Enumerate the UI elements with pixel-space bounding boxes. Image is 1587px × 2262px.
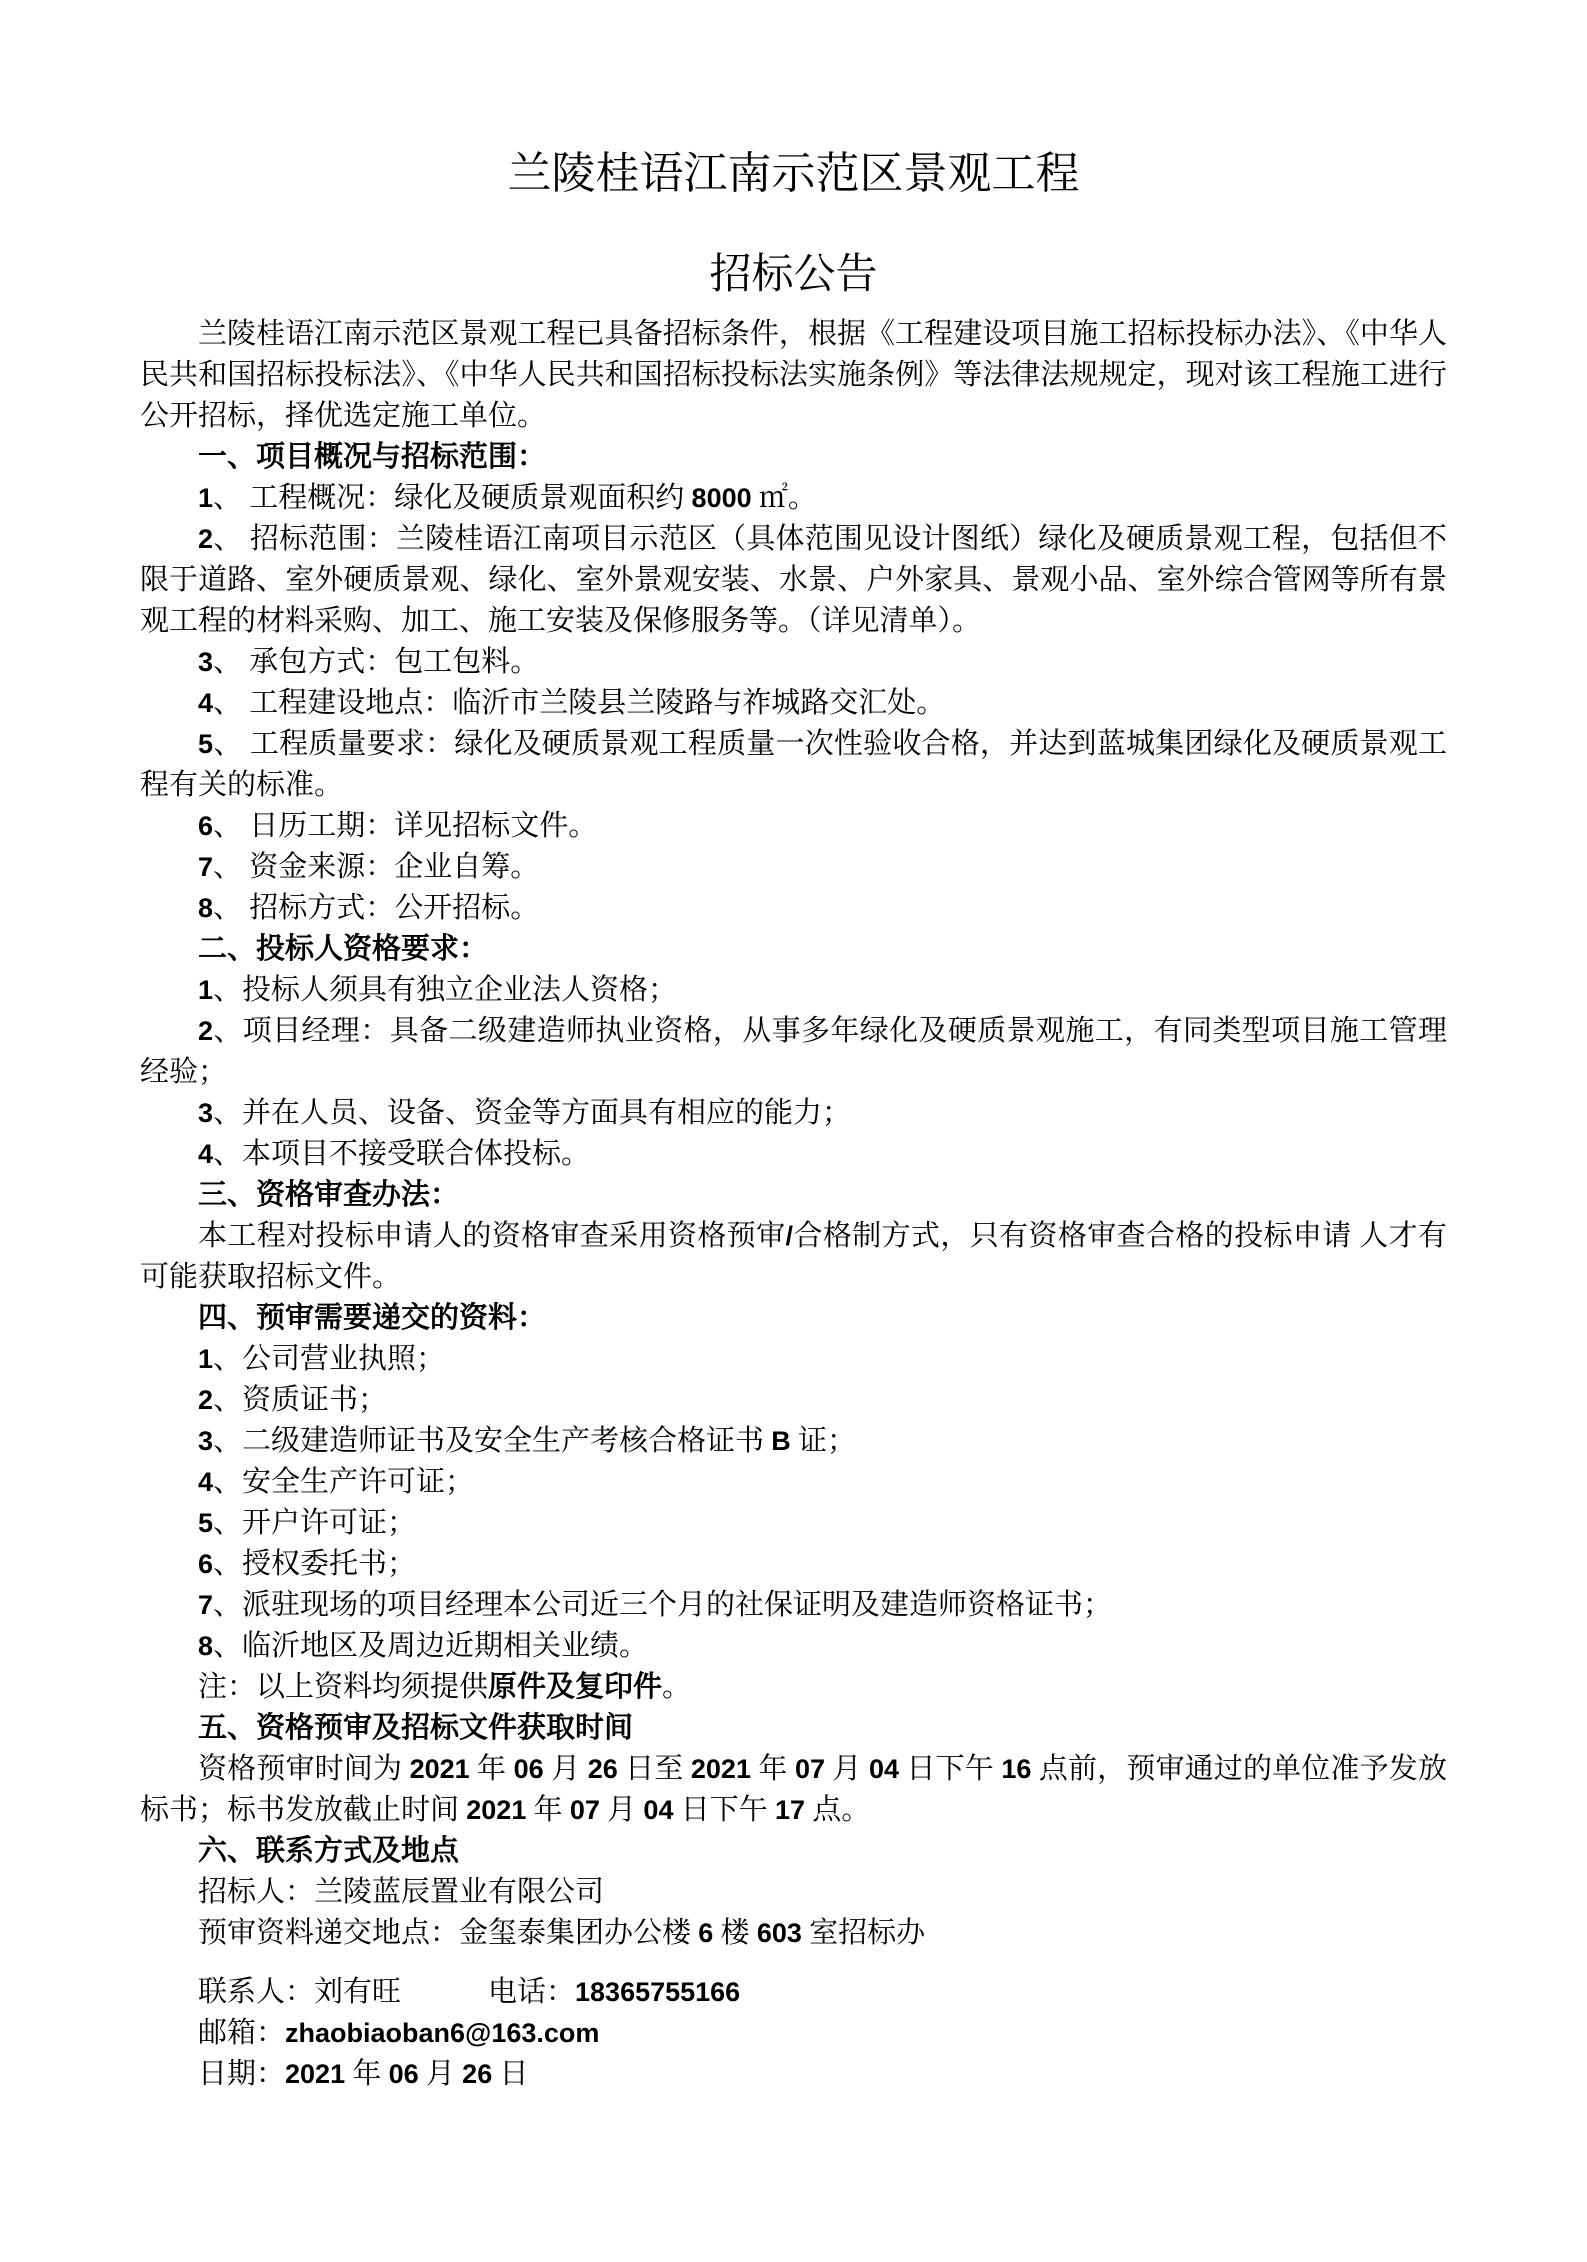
latin-run: 6 — [198, 1549, 214, 1579]
text-run: 点。 — [805, 1794, 871, 1826]
latin-run: 3 — [198, 1098, 214, 1128]
text-run: 、授权委托书； — [213, 1548, 417, 1580]
latin-run: 2021 — [285, 2059, 346, 2089]
latin-run: 26 — [587, 1754, 618, 1784]
text-run: 招标人：兰陵蓝辰置业有限公司 — [198, 1876, 605, 1908]
latin-run: 7 — [198, 852, 214, 882]
spacer — [140, 1954, 1447, 1972]
text-run: 一、项目概况与招标范围： — [198, 441, 547, 473]
text-run: 六、联系方式及地点 — [198, 1835, 460, 1867]
list-item — [140, 1462, 1447, 1503]
bold-run: 原件及复印件 — [488, 1671, 663, 1703]
text-run: 四、预审需要递交的资料： — [198, 1302, 547, 1334]
list-item — [140, 1093, 1447, 1134]
list-item — [140, 1380, 1447, 1421]
document-title: 兰陵桂语江南示范区景观工程 — [507, 149, 1080, 198]
latin-run: 5 — [198, 1508, 214, 1538]
latin-run: 4 — [198, 688, 214, 718]
text-run: 联系人：刘有旺 电话： — [198, 1976, 576, 2008]
list-item — [140, 847, 1447, 888]
contact-line — [140, 1872, 1447, 1913]
text-run: 年 — [469, 1753, 514, 1785]
text-run: 、投标人须具有独立企业法人资格； — [213, 974, 678, 1006]
latin-run: 6 — [198, 811, 214, 841]
text-run: 五、资格预审及招标文件获取时间 — [198, 1712, 634, 1744]
contact-line — [140, 2013, 1447, 2054]
latin-run: 2 — [198, 1016, 214, 1046]
section-heading — [140, 1298, 1447, 1339]
latin-run: 5 — [198, 729, 214, 759]
text-run: 资格预审时间为 — [198, 1753, 410, 1785]
latin-run: 2 — [198, 1385, 214, 1415]
latin-run: 16 — [1001, 1754, 1032, 1784]
list-item — [140, 724, 1447, 806]
text-run: 年 — [526, 1794, 570, 1826]
latin-run: 8 — [198, 1631, 214, 1661]
latin-run: 8000 — [691, 483, 752, 513]
list-item — [140, 1339, 1447, 1380]
latin-run: 04 — [643, 1795, 674, 1825]
latin-run: 6 — [698, 1918, 714, 1948]
latin-run: 04 — [869, 1754, 900, 1784]
list-item — [140, 1626, 1447, 1667]
text-run: 、 承包方式：包工包料。 — [213, 646, 540, 678]
latin-run: 2 — [198, 524, 214, 554]
text-run: 、临沂地区及周边近期相关业绩。 — [213, 1630, 649, 1662]
text-run: 日下午 — [673, 1794, 775, 1826]
text-run: 预审资料递交地点：金玺泰集团办公楼 — [198, 1917, 699, 1949]
paragraph — [140, 1216, 1447, 1298]
list-item — [140, 1421, 1447, 1462]
paragraph — [140, 1749, 1447, 1831]
latin-run: 1 — [198, 975, 214, 1005]
text-run: 、资质证书； — [213, 1384, 388, 1416]
text-run: 三、资格审查办法： — [198, 1179, 460, 1211]
text-run: 、项目经理：具备二级建造师执业资格，从事多年绿化及硬质景观施工，有同类型项目施工管理经验； — [140, 1015, 1447, 1088]
text-run: 月 — [825, 1753, 870, 1785]
text-run: 二、投标人资格要求： — [198, 933, 489, 965]
text-run: 年 — [750, 1753, 795, 1785]
text-run: 、二级建造师证书及安全生产考核合格证书 — [213, 1425, 772, 1457]
text-run: 证； — [790, 1425, 857, 1457]
list-item — [140, 478, 1447, 519]
text-run: 、 工程概况：绿化及硬质景观面积约 — [213, 482, 692, 514]
list-item — [140, 1134, 1447, 1175]
list-item — [140, 806, 1447, 847]
latin-run: 07 — [794, 1754, 826, 1784]
text-run: 。 — [662, 1671, 692, 1703]
latin-run: 1 — [198, 483, 214, 513]
text-run: 、开户许可证； — [213, 1507, 417, 1539]
text-run: 、派驻现场的项目经理本公司近三个月的社保证明及建造师资格证书； — [213, 1589, 1113, 1621]
latin-run: 3 — [198, 1426, 214, 1456]
contact-line — [140, 2054, 1447, 2095]
text-run: 、 工程质量要求：绿化及硬质景观工程质量一次性验收合格，并达到蓝城集团绿化及硬质景观工程有关的标准。 — [140, 728, 1447, 801]
latin-run: 26 — [462, 2059, 493, 2089]
latin-run: 17 — [774, 1795, 806, 1825]
latin-run: B — [771, 1426, 791, 1456]
text-run: 日下午 — [899, 1753, 1002, 1785]
text-run: 、 日历工期：详见招标文件。 — [213, 810, 598, 842]
text-run: 月 — [599, 1794, 644, 1826]
list-item — [140, 1544, 1447, 1585]
latin-run: 7 — [198, 1590, 214, 1620]
text-run: 月 — [418, 2058, 463, 2090]
latin-run: 2021 — [690, 1754, 751, 1784]
text-run: 合格制方式，只有资格审查合格的投标申请 人才有可能获取招标文件。 — [140, 1220, 1447, 1293]
section-heading — [140, 1831, 1447, 1872]
text-run: 兰陵桂语江南示范区景观工程已具备招标条件，根据《工程建设项目施工招标投标办法》、《中华人民共和国招标投标法》、《中华人民共和国招标投标法实施条例》等法律法规规定，现对该工程施工进行公开招标，择优选定施工单位。 — [140, 318, 1447, 432]
latin-run: 07 — [569, 1795, 600, 1825]
text-run: 月 — [543, 1753, 588, 1785]
latin-run: 4 — [198, 1139, 214, 1169]
list-item — [140, 683, 1447, 724]
latin-run: 4 — [198, 1467, 214, 1497]
text-run: 室招标办 — [801, 1917, 926, 1949]
text-run: 、并在人员、设备、资金等方面具有相应的能力； — [213, 1097, 852, 1129]
paragraph — [140, 314, 1447, 437]
latin-run: / — [785, 1221, 794, 1251]
latin-run: 2021 — [409, 1754, 470, 1784]
latin-run: 06 — [513, 1754, 544, 1784]
text-run: 日至 — [617, 1753, 691, 1785]
list-item — [140, 642, 1447, 683]
list-item — [140, 519, 1447, 642]
document-subtitle: 招标公告 — [709, 252, 878, 298]
latin-run: 18365755166 — [575, 1977, 741, 2007]
text-run: 年 — [345, 2058, 389, 2090]
list-item — [140, 1585, 1447, 1626]
list-item — [140, 1503, 1447, 1544]
text-run: 日 — [492, 2058, 529, 2090]
latin-run: 8 — [198, 893, 214, 923]
latin-run: 2021 — [466, 1795, 527, 1825]
latin-run: zhaobiaoban6@163.com — [285, 2018, 600, 2048]
contact-line — [140, 1913, 1447, 1954]
list-item — [140, 1011, 1447, 1093]
text-run: 本工程对投标申请人的资格审查采用资格预审 — [198, 1220, 786, 1252]
text-run: 、 招标方式：公开招标。 — [213, 892, 540, 924]
contact-line — [140, 1972, 1447, 2013]
section-heading — [140, 1708, 1447, 1749]
text-run: 、 资金来源：企业自筹。 — [213, 851, 540, 883]
latin-run: 1 — [198, 1344, 214, 1374]
text-run: 日期： — [198, 2058, 286, 2090]
text-run: 、 工程建设地点：临沂市兰陵县兰陵路与祚城路交汇处。 — [213, 687, 946, 719]
latin-run: 3 — [198, 647, 214, 677]
section-heading — [140, 437, 1447, 478]
text-run: 点前，预审通过的单位准予发放标书；标书发放截止时间 — [140, 1753, 1447, 1826]
section-heading — [140, 1175, 1447, 1216]
latin-run: 603 — [756, 1918, 802, 1948]
text-run: 注：以上资料均须提供 — [198, 1671, 489, 1703]
text-run: 、本项目不接受联合体投标。 — [213, 1138, 591, 1170]
list-item — [140, 970, 1447, 1011]
list-item — [140, 888, 1447, 929]
text-run: 、 招标范围：兰陵桂语江南项目示范区（具体范围见设计图纸）绿化及硬质景观工程，包括但不限于道路、室外硬质景观、绿化、室外景观安装、水景、户外家具、景观小品、室外综合管网等所有景观工程的材料采购、加工、施工安装及保修服务等。（详见清单）。 — [140, 523, 1447, 637]
text-run: 、公司营业执照； — [213, 1343, 446, 1375]
note-line — [140, 1667, 1447, 1708]
document-body — [140, 314, 1447, 2095]
text-run: 邮箱： — [198, 2017, 286, 2049]
section-heading — [140, 929, 1447, 970]
text-run: ㎡。 — [751, 482, 817, 514]
latin-run: 06 — [388, 2059, 419, 2089]
text-run: 、安全生产许可证； — [213, 1466, 475, 1498]
text-run: 楼 — [713, 1917, 757, 1949]
